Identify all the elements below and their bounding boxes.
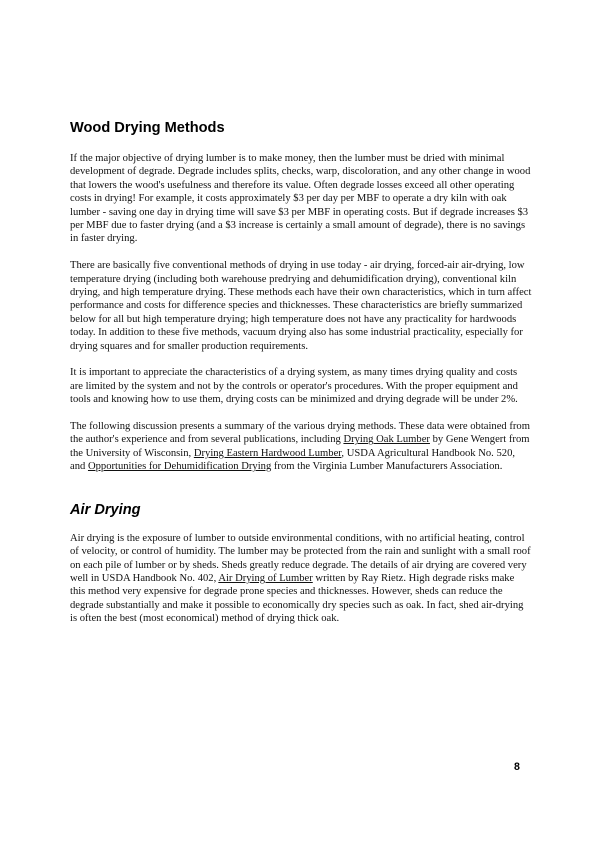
paragraph-sources bbox=[70, 420, 532, 474]
reference-drying-eastern-hardwood-lumber: Drying Eastern Hardwood Lumber bbox=[193, 447, 342, 459]
reference-dehumidification-drying: Opportunities for Dehumidification Drying bbox=[87, 461, 272, 473]
paragraph-system-characteristics: It is important to appreciate the characteristics of a drying system, as many times drying quality and costs are limited by the system and not by the controls or operator's procedures. With the proper equipment and tools and knowing how to use them, drying costs can be minimized and drying degrade will be under 2%. bbox=[70, 367, 518, 406]
reference-drying-oak-lumber: Drying Oak Lumber bbox=[343, 434, 430, 446]
sources-text-3: , USDA Agricultural Handbook No. 520, and bbox=[70, 447, 516, 473]
sources-text-1: The following discussion presents a summary of the various drying methods. These data were obtained from the author's experience and from several publications, including bbox=[70, 421, 530, 446]
air-drying-text-2: written by Ray Rietz. High degrade risks make this method very expensive for degrade prone species and thicknesses. However, sheds can reduce the degrade substantially and make it possible to economically dry species such as oak. In fact, shed air-drying is often the best (most economical) method of drying thick oak. bbox=[70, 572, 524, 625]
paragraph-five-methods: There are basically five conventional methods of drying in use today - air drying, forced-air air-drying, low temperature drying (including both warehouse predrying and dehumidification drying), conventional kiln drying, and high temperature drying. These methods each have their own characteristics, which in turn affect performance and costs for difference species and thicknesses. These characteristics are briefly summarized below for all but high temperature drying; high temperature does not have any practicality for hardwoods today. In addition to these five methods, vacuum drying also has some industrial practicality, especially for drying squares and for smaller production requirements. bbox=[70, 260, 532, 352]
page-number: 8 bbox=[514, 761, 520, 773]
air-drying-text-1: Air drying is the exposure of lumber to outside environmental conditions, with no artificial heating, control of velocity, or control of humidity. The lumber may be protected from the rain and sunlight with a small roof on each pile of lumber or by sheds. Sheds greatly reduce degrade. The details of air drying are covered very well in USDA Handbook No. 402, bbox=[70, 532, 531, 584]
sources-text-4: from the Virginia Lumber Manufacturers Association. bbox=[271, 461, 503, 473]
sources-text-2: by Gene Wengert from the University of Wisconsin, bbox=[70, 434, 530, 459]
section-heading-wood-drying-methods: Wood Drying Methods bbox=[70, 120, 225, 136]
reference-air-drying-of-lumber: Air Drying of Lumber bbox=[218, 572, 313, 584]
paragraph-degrade-intro: If the major objective of drying lumber is to make money, then the lumber must be dried with minimal development of degrade. Degrade includes splits, checks, warp, discoloration, and any other change in wood that lowers the wood's usefulness and therefore its value. Often degrade losses exceed all other operating costs in drying! For example, it costs approximately $3 per day per MBF to operate a dry kiln with oak lumber - saving one day in drying time will save $3 per MBF in operating costs. But if degrade increases $3 per MBF due to faster drying (and a $3 increase is certainly a small amount of degrade), there is no savings in faster drying. bbox=[70, 153, 531, 245]
page-content bbox=[70, 119, 532, 639]
section-heading-air-drying: Air Drying bbox=[70, 501, 141, 518]
paragraph-air-drying bbox=[70, 532, 532, 626]
